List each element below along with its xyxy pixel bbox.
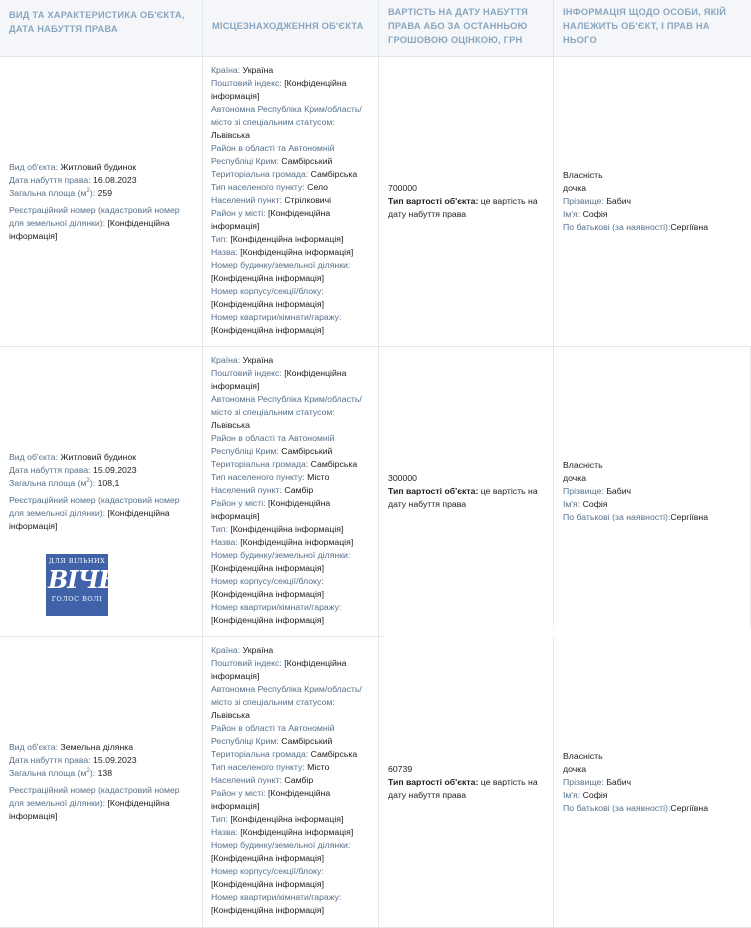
registration-number: [Конфіденційна інформація] xyxy=(9,217,170,241)
table-row xyxy=(0,57,751,347)
object-value-cell: 700000 Тип вартості об'єкта: це вартість на дату набуття права xyxy=(379,57,554,346)
object-location-cell: Країна: Україна Поштовий індекс: [Конфіденційна інформація] Автономна Республіка Крим/область/місто зі спеціальним статусом: Львівська Район в області та Автономній Республіці Крим: Самбірський Територіальна громада: Самбірська Тип населеного пункту: Село Населений пункт: Стрілковичі Район у місті: [Конфіденційна інформація] Тип: [Конфіденційна інформація] Назва: [Конфіденційна інформація] Номер будинку/земельної ділянки: [Конфіденційна інформація] Номер корпусу/секції/блоку: [Конфіденційна інформація] Номер квартири/кімнати/гаражу: [Конфіденційна інформація] xyxy=(203,57,379,346)
object-location-cell: Країна: Україна Поштовий індекс: [Конфіденційна інформація] Автономна Республіка Крим/область/місто зі спеціальним статусом: Львівська Район в області та Автономній Республіці Крим: Самбірський Територіальна громада: Самбірська Тип населеного пункту: Місто Населений пункт: Самбір Район у місті: [Конфіденційна інформація] Тип: [Конфіденційна інформація] Назва: [Конфіденційна інформація] Номер будинку/земельної ділянки: [Конфіденційна інформація] Номер корпусу/секції/блоку: [Конфіденційна інформація] Номер квартири/кімнати/гаражу: [Конфіденційна інформація] xyxy=(203,347,379,636)
total-area: 108,1 xyxy=(97,477,120,488)
total-area: 138 xyxy=(97,768,113,778)
object-type: Житловий будинок xyxy=(60,161,137,172)
table-row xyxy=(0,347,751,637)
total-area: 259 xyxy=(97,187,113,198)
object-type: Земельна ділянка xyxy=(60,742,134,752)
relation: дочка xyxy=(563,473,587,483)
object-value-cell: 60739 Тип вартості об'єкта: це вартість на дату набуття права xyxy=(379,637,554,927)
object-type: Житловий будинок xyxy=(60,451,137,462)
header-object-description: ВИД ТА ХАРАКТЕРИСТИКА ОБ'ЄКТА, ДАТА НАБУТТЯ ПРАВА xyxy=(0,0,203,56)
registration-number: [Конфіденційна інформація] xyxy=(9,507,170,531)
object-value: 60739 xyxy=(388,763,413,774)
header-owner-info: ІНФОРМАЦІЯ ЩОДО ОСОБИ, ЯКІЙ НАЛЕЖИТЬ ОБ'ЄКТ, І ПРАВ НА НЬОГО xyxy=(563,7,727,45)
relation: дочка xyxy=(563,183,587,193)
watermark-logo: ДЛЯ ВІЛЬНИХ ВІЧЕ ГОЛОС ВОЛІ xyxy=(46,554,108,616)
object-description-cell: Вид об'єкта: Земельна ділянка Дата набуття права: 15.09.2023 Загальна площа $(м^2)$: 138 Реєстраційний номер (кадастровий номер для земельної ділянки): [Конфіденційна інформація] xyxy=(0,637,203,927)
object-description-cell: Вид об'єкта: Житловий будинок Дата набуття права: 15.09.2023 Загальна площа $(м^2)$: 108,1 Реєстраційний номер (кадастровий номер для земельної ділянки): [Конфіденційна інформація] xyxy=(0,347,203,636)
table-row xyxy=(0,637,751,928)
object-location-cell: Країна: Україна Поштовий індекс: [Конфіденційна інформація] Автономна Республіка Крим/область/місто зі спеціальним статусом: Львівська Район в області та Автономній Республіці Крим: Самбірський Територіальна громада: Самбірська Тип населеного пункту: Місто Населений пункт: Самбір Район у місті: [Конфіденційна інформація] Тип: [Конфіденційна інформація] Назва: [Конфіденційна інформація] Номер будинку/земельної ділянки: [Конфіденційна інформація] Номер корпусу/секції/блоку: [Конфіденційна інформація] Номер квартири/кімнати/гаражу: [Конфіденційна інформація] xyxy=(203,637,379,927)
header-object-value: ВАРТІСТЬ НА ДАТУ НАБУТТЯ ПРАВА АБО ЗА ОСТАННЬОЮ ГРОШОВОЮ ОЦІНКОЮ, ГРН xyxy=(379,0,554,56)
header-object-location: МІСЦЕЗНАХОДЖЕННЯ ОБ'ЄКТА xyxy=(203,0,379,56)
owner-info-cell: Власність дочка Прізвище: Бабич Ім'я: Софія По батькові (за наявності):Сергіївна xyxy=(554,637,751,927)
acquisition-date: 16.08.2023 xyxy=(93,174,137,185)
owner-info-cell: Власність дочка Прізвище: Бабич Ім'я: Софія По батькові (за наявності):Сергіївна xyxy=(554,347,751,636)
table-header xyxy=(0,0,751,57)
relation: дочка xyxy=(563,763,587,774)
owner-info-cell: Власність дочка Прізвище: Бабич Ім'я: Софія По батькові (за наявності):Сергіївна xyxy=(554,57,751,346)
object-description-cell: Вид об'єкта: Житловий будинок Дата набуття права: 16.08.2023 Загальна площа $(м^2)$: 259 Реєстраційний номер (кадастровий номер для земельної ділянки): [Конфіденційна інформація] xyxy=(0,57,203,346)
acquisition-date: 15.09.2023 xyxy=(93,755,137,765)
object-value-cell: 300000 Тип вартості об'єкта: це вартість на дату набуття права xyxy=(379,347,554,636)
registration-number: [Конфіденційна інформація] xyxy=(9,798,170,821)
object-value: 300000 xyxy=(388,473,417,483)
acquisition-date: 15.09.2023 xyxy=(93,464,137,475)
object-value: 700000 xyxy=(388,183,417,193)
